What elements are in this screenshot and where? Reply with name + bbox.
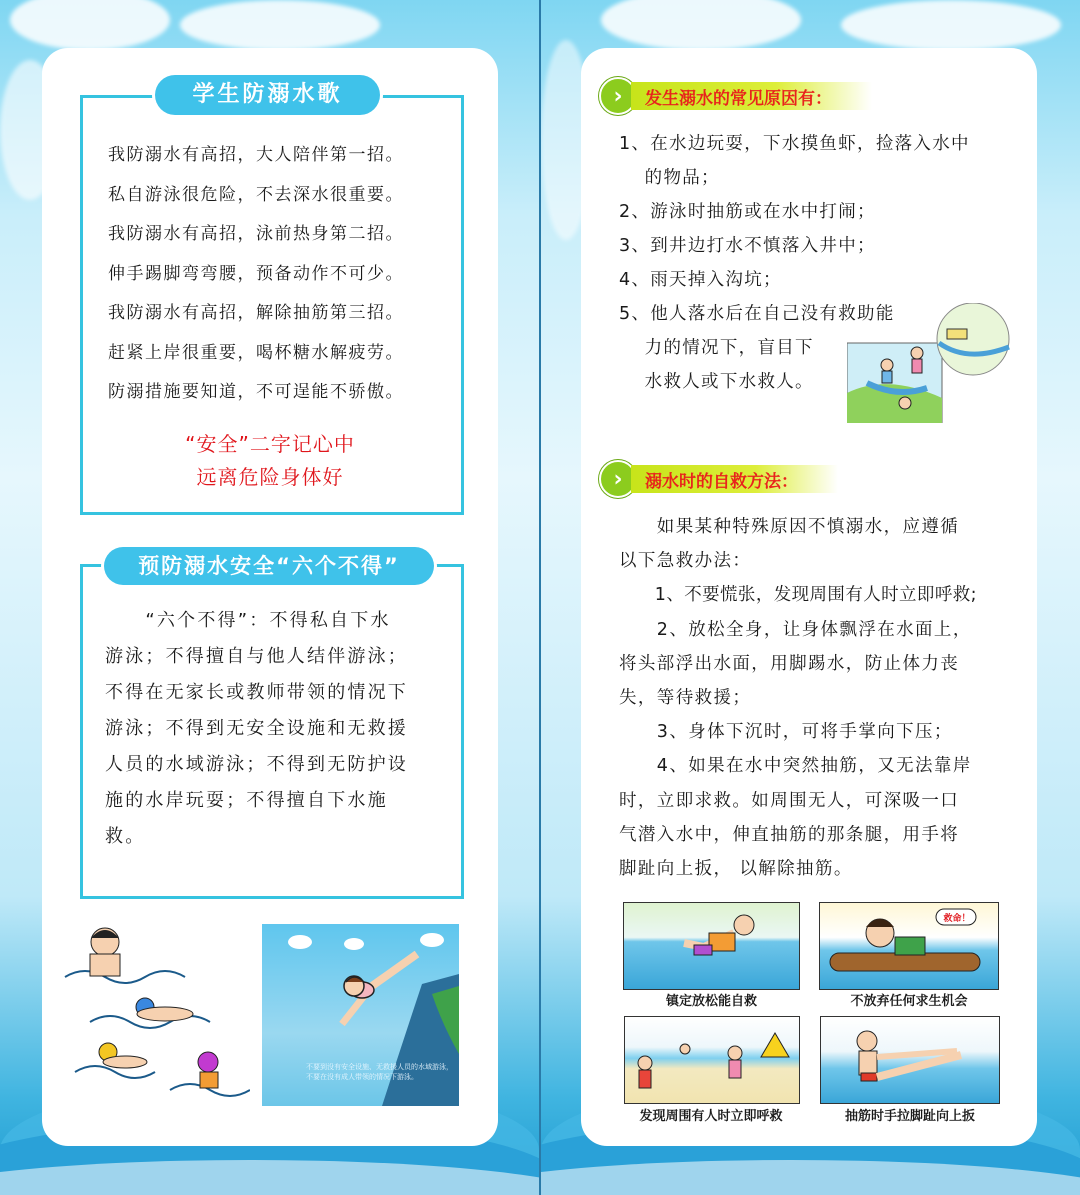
diving-illustration [262,924,459,1106]
rules-title: 预防溺水安全“六个不得” [104,547,434,585]
list-item: 4、雨天掉入沟坑； [619,270,782,290]
paragraph-line: 3、身体下沉时，可将手掌向下压； [619,722,953,743]
paragraph-line: 2、放松全身，让身体飘浮在水面上， [619,619,972,640]
paragraph-line: 时，立即求救。如周围无人，可深吸一口 [619,790,960,811]
help-bubble: 救命！ [943,914,971,924]
selfrescue-header [599,462,838,496]
rules-line: 游泳；不得到无安全设施和无救援 [105,718,408,739]
hold-log-picture [819,902,999,990]
paragraph-line: 4、如果在水中突然抽筋，又无法靠岸 [619,756,972,777]
slogan-line-1: “安全”二字记心中 [185,432,355,456]
list-item: 力的情况下，盲目下 [619,338,814,358]
paragraph-line: 气潜入水中，伸直抽筋的那条腿，用手将 [619,824,960,845]
selfrescue-title: 溺水时的自救方法： [631,465,838,493]
list-item: 5、他人落水后在自己没有救助能 [619,304,895,324]
selfrescue-text [619,510,1029,886]
rules-line: 游泳；不得擅自与他人结伴游泳； [105,646,408,667]
caption-4: 抽筋时手拉脚趾向上扳 [844,1109,975,1124]
chevron-right-icon: › [599,460,637,498]
poem-line: 赶紧上岸很重要，喝杯糖水解疲劳。 [108,342,404,363]
floating-calm-picture [623,902,800,990]
rules-line: 不得在无家长或教师带领的情况下 [105,682,408,703]
rules-line: 施的水岸玩耍；不得擅自下水施 [105,790,388,811]
paragraph-line: 脚趾向上扳， 以解除抽筋。 [619,859,853,880]
poem-line: 防溺措施要知道，不可逞能不骄傲。 [108,382,404,402]
paragraph-line: 以下急救办法： [619,551,752,572]
slogan-line-2: 远离危险身体好 [196,465,344,489]
paragraph-line: 1、不要慌张，发现周围有人时立即呼救; [619,585,977,606]
poem-line: 我防溺水有高招，泳前热身第二招。 [108,224,404,244]
list-item: 1、在水边玩耍，下水摸鱼虾，捡落入水中 [619,134,970,154]
poem-line: 私自游泳很危险，不去深水很重要。 [108,184,404,205]
poem-line: 我防溺水有高招，解除抽筋第三招。 [108,303,404,323]
call-for-help-picture [624,1016,800,1104]
cramp-relief-picture [820,1016,1000,1104]
rules-line: 人员的水域游泳；不得到无防护设 [105,754,408,775]
list-item: 水救人或下水救人。 [619,372,814,392]
right-panel [541,0,1080,1195]
caption-2: 不放弃任何求生机会 [850,994,968,1009]
list-item: 的物品； [619,168,720,188]
swimmers-illustration [60,922,250,1110]
paragraph-line: 将头部浮出水面，用脚踢水，防止体力丧 [619,653,960,674]
rules-line: “六个不得”：不得私自下水 [105,610,391,631]
rules-text [105,603,450,855]
paragraph-line: 失，等待救援； [619,688,752,709]
poem-title: 学生防溺水歌 [155,75,380,115]
causes-title: 发生溺水的常见原因有： [631,82,872,110]
chevron-right-icon: › [599,77,637,115]
poem-text [108,136,404,413]
left-panel [0,0,539,1195]
causes-header [599,79,872,113]
poem-line: 我防溺水有高招，大人陪伴第一招。 [108,145,404,165]
list-item: 2、游泳时抽筋或在水中打闹； [619,202,876,222]
paragraph-line: 如果某种特殊原因不慎溺水，应遵循 [619,517,960,537]
children-by-water-illustration [847,303,1013,423]
list-item: 3、到井边打水不慎落入井中； [619,236,876,256]
poem-line: 伸手踢脚弯弯腰，预备动作不可少。 [108,263,404,284]
diving-caption: 不要到没有安全设施、无救援人员的水域游泳，不要在没有成人带领的情况下游泳。 [306,1063,453,1081]
caption-1: 镇定放松能自救 [665,994,757,1009]
rules-line: 救。 [105,826,146,847]
caption-3: 发现周围有人时立即呼救 [639,1109,783,1124]
